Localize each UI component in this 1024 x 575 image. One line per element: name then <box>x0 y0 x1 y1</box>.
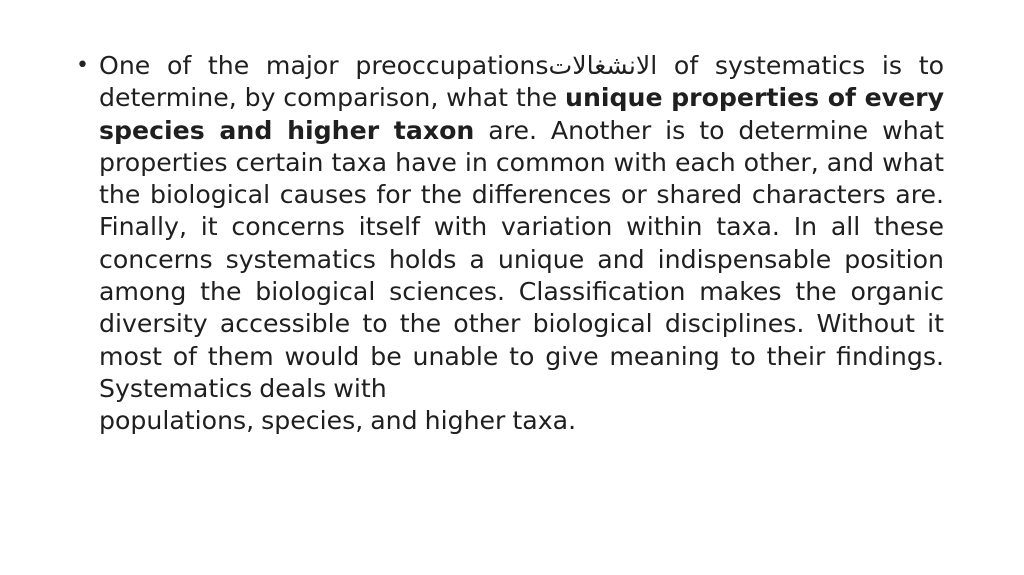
bullet-marker: • <box>76 53 89 78</box>
paragraph-text-2: of systematics is to determine, by comparison, what the <box>99 51 952 113</box>
bullet-item <box>76 50 959 438</box>
arabic-gloss: الانشغالات <box>548 51 658 80</box>
paragraph-text-1: One of the major preoccupations <box>99 51 549 80</box>
emphasis-text: unique properties of every species and higher taxon <box>99 83 952 145</box>
paragraph-last-line: populations, species, and higher taxa. <box>99 406 577 436</box>
paragraph-text-3: are. Another is to determine what properties certain taxa have in common with each other, and what the biological causes for the differences or shared characters are. Finally, it concerns itself with variation within taxa. In all these concerns systematics holds a unique and indispensable position among the biological sciences. Classification makes the organic diversity accessible to the other biological disciplines. Without it most of them would be unable to give meaning to their findings. Systematics deals with <box>99 115 959 403</box>
body-paragraph <box>99 50 959 438</box>
